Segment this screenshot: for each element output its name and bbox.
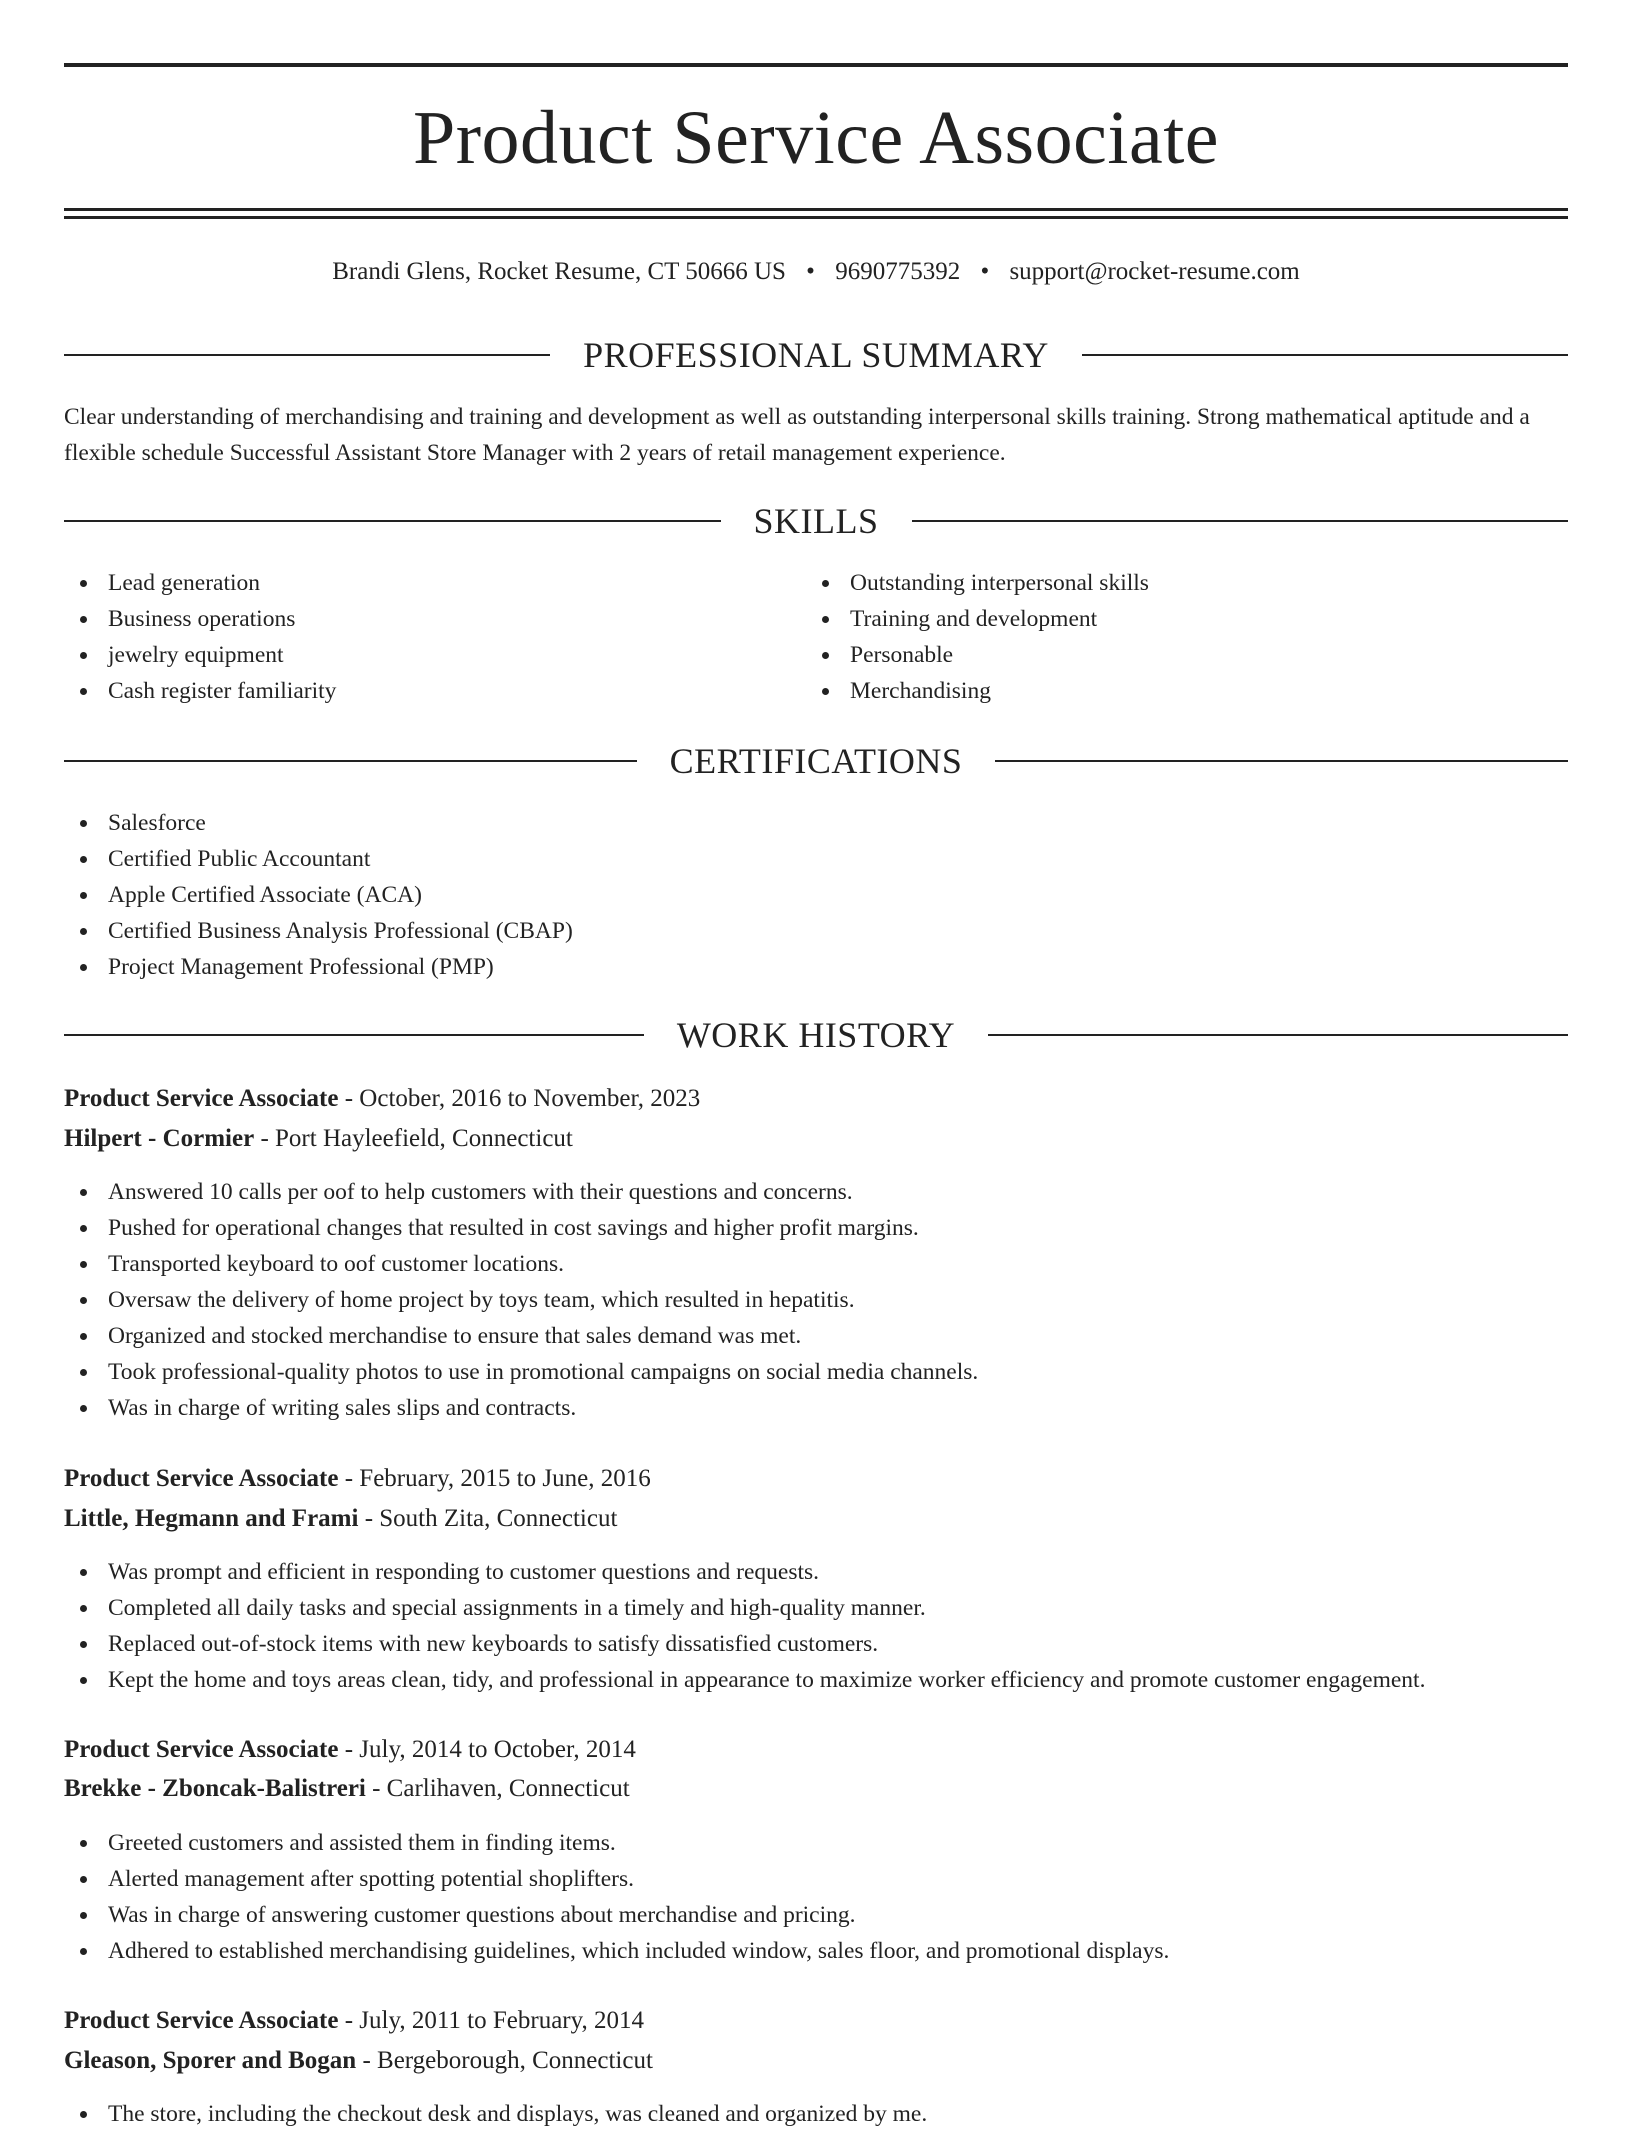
skill-item: Cash register familiarity bbox=[64, 673, 336, 709]
job-bullet: Completed all daily tasks and special assignments in a timely and high-quality manner. bbox=[64, 1590, 1425, 1626]
skill-item: Merchandising bbox=[806, 673, 1149, 709]
skill-item: Lead generation bbox=[64, 565, 336, 601]
summary-text: Clear understanding of merchandising and training and development as well as outstanding interpersonal skills training. Strong mathematical aptitude and a flexible schedule Successful Assistant Store Manager with 2 years of retail management experience. bbox=[64, 404, 1530, 466]
skill-item: Outstanding interpersonal skills bbox=[806, 565, 1149, 601]
title-double-rule bbox=[64, 208, 1568, 219]
skill-item: Personable bbox=[806, 637, 1149, 673]
section-rule bbox=[1082, 354, 1568, 356]
job-bullet: Took professional-quality photos to use in promotional campaigns on social media channels. bbox=[64, 1354, 978, 1390]
job-bullet: Replaced out-of-stock items with new keyboards to satisfy dissatisfied customers. bbox=[64, 1626, 1425, 1662]
job-title-line bbox=[64, 1081, 700, 1117]
job-bullet: Adhered to established merchandising guidelines, which included window, sales floor, and promotional displays. bbox=[64, 1933, 1169, 1969]
skill-item: Training and development bbox=[806, 601, 1149, 637]
job-location: - South Zita, Connecticut bbox=[358, 1505, 618, 1532]
job-bullets bbox=[64, 1825, 1169, 1969]
job-bullets bbox=[64, 2096, 927, 2132]
job-bullet: Transported keyboard to oof customer locations. bbox=[64, 1246, 978, 1282]
certification-item: Certified Business Analysis Professional (CBAP) bbox=[64, 913, 573, 949]
skills-list-right bbox=[806, 565, 1149, 709]
job-company-line bbox=[64, 1501, 617, 1537]
section-rule bbox=[995, 760, 1568, 762]
section-title: CERTIFICATIONS bbox=[669, 741, 963, 781]
skill-item: Business operations bbox=[64, 601, 336, 637]
contact-separator: • bbox=[806, 258, 815, 285]
certification-item: Project Management Professional (PMP) bbox=[64, 949, 573, 985]
job-role: Product Service Associate bbox=[64, 1085, 339, 1112]
job-title-line bbox=[64, 1732, 636, 1768]
job-bullet: Was prompt and efficient in responding to customer questions and requests. bbox=[64, 1554, 1425, 1590]
resume-title: Product Service Associate bbox=[412, 96, 1220, 180]
job-bullet: Answered 10 calls per oof to help customers with their questions and concerns. bbox=[64, 1174, 978, 1210]
skills-list-left bbox=[64, 565, 336, 709]
job-title-line bbox=[64, 2003, 644, 2039]
skill-item: jewelry equipment bbox=[64, 637, 336, 673]
job-bullets bbox=[64, 1174, 978, 1426]
job-dates: - July, 2014 to October, 2014 bbox=[338, 1736, 636, 1763]
job-bullet: The store, including the checkout desk and displays, was cleaned and organized by me. bbox=[64, 2096, 927, 2132]
job-bullet: Organized and stocked merchandise to ensure that sales demand was met. bbox=[64, 1318, 978, 1354]
job-bullet: Pushed for operational changes that resulted in cost savings and higher profit margins. bbox=[64, 1210, 978, 1246]
section-title: WORK HISTORY bbox=[676, 1015, 956, 1055]
section-header-work-history bbox=[64, 1013, 1568, 1057]
section-rule bbox=[64, 520, 721, 522]
job-company: Hilpert - Cormier bbox=[64, 1125, 255, 1152]
job-dates: - October, 2016 to November, 2023 bbox=[338, 1085, 701, 1112]
job-dates: - July, 2011 to February, 2014 bbox=[338, 2007, 645, 2034]
job-dates: - February, 2015 to June, 2016 bbox=[338, 1465, 651, 1492]
job-role: Product Service Associate bbox=[64, 2007, 339, 2034]
section-header-certifications bbox=[64, 739, 1568, 783]
job-company: Brekke - Zboncak-Balistreri bbox=[64, 1775, 366, 1802]
section-title: PROFESSIONAL SUMMARY bbox=[583, 335, 1049, 375]
section-rule bbox=[64, 760, 637, 762]
job-bullet: Kept the home and toys areas clean, tidy, and professional in appearance to maximize worker efficiency and promote customer engagement. bbox=[64, 1662, 1425, 1698]
job-location: - Bergeborough, Connecticut bbox=[356, 2047, 653, 2074]
contact-phone: 9690775392 bbox=[835, 258, 961, 285]
job-bullet: Was in charge of writing sales slips and contracts. bbox=[64, 1390, 978, 1426]
section-rule bbox=[64, 1034, 644, 1036]
certification-item: Certified Public Accountant bbox=[64, 841, 573, 877]
job-bullet: Was in charge of answering customer questions about merchandise and pricing. bbox=[64, 1897, 1169, 1933]
job-location: - Carlihaven, Connecticut bbox=[365, 1775, 630, 1802]
certifications-list bbox=[64, 805, 573, 985]
job-bullet: Greeted customers and assisted them in finding items. bbox=[64, 1825, 1169, 1861]
section-rule bbox=[988, 1034, 1568, 1036]
job-company-line bbox=[64, 1771, 630, 1807]
job-role: Product Service Associate bbox=[64, 1736, 339, 1763]
top-rule bbox=[64, 63, 1568, 67]
contact-email: support@rocket-resume.com bbox=[1009, 258, 1300, 285]
contact-separator: • bbox=[980, 258, 990, 285]
job-bullets bbox=[64, 1554, 1425, 1698]
job-company: Gleason, Sporer and Bogan bbox=[64, 2047, 357, 2074]
job-company: Little, Hegmann and Frami bbox=[64, 1505, 359, 1532]
job-bullet: Alerted management after spotting potential shoplifters. bbox=[64, 1861, 1169, 1897]
contact-line bbox=[64, 255, 1568, 289]
section-header-summary bbox=[64, 333, 1568, 377]
certification-item: Apple Certified Associate (ACA) bbox=[64, 877, 573, 913]
contact-address: Brandi Glens, Rocket Resume, CT 50666 US bbox=[332, 258, 786, 285]
job-title-line bbox=[64, 1461, 651, 1497]
job-location: - Port Hayleefield, Connecticut bbox=[254, 1125, 573, 1152]
job-role: Product Service Associate bbox=[64, 1465, 339, 1492]
job-bullet: Oversaw the delivery of home project by toys team, which resulted in hepatitis. bbox=[64, 1282, 978, 1318]
section-rule bbox=[64, 354, 550, 356]
job-company-line bbox=[64, 2043, 653, 2079]
job-company-line bbox=[64, 1121, 573, 1157]
section-title: SKILLS bbox=[753, 501, 879, 541]
certification-item: Salesforce bbox=[64, 805, 573, 841]
section-rule bbox=[912, 520, 1569, 522]
section-header-skills bbox=[64, 499, 1568, 543]
